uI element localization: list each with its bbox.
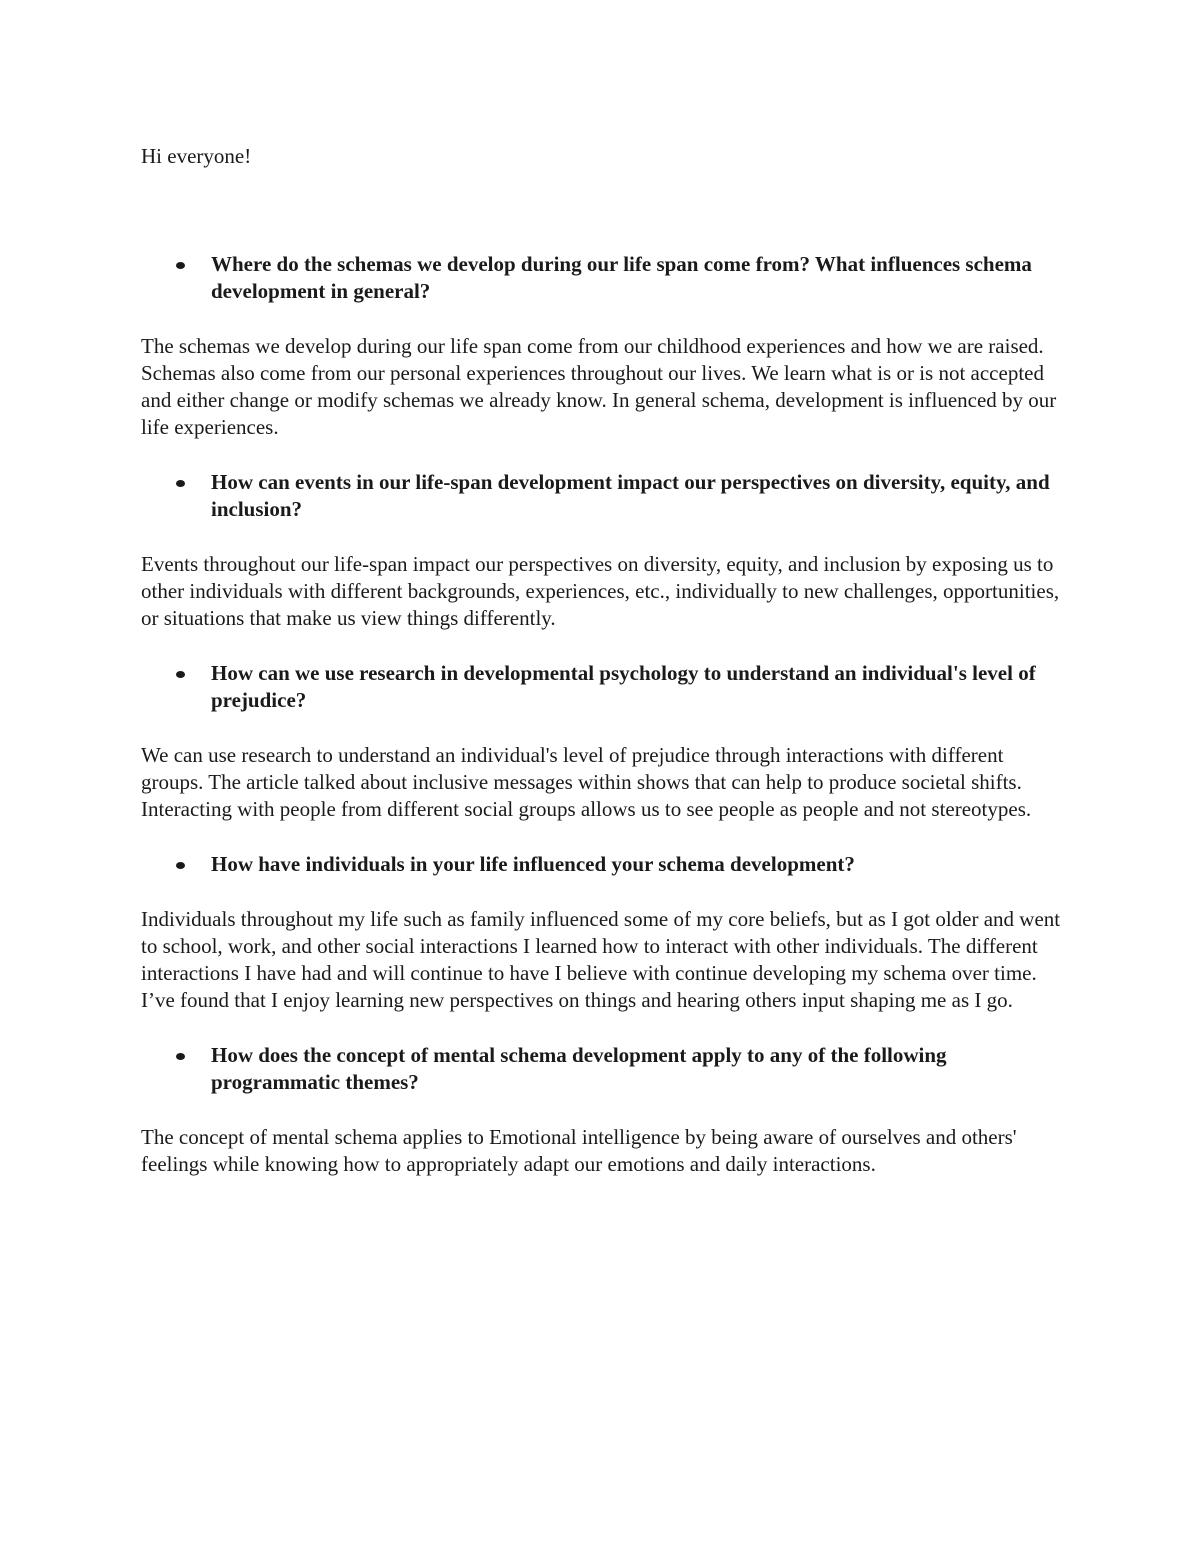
question-heading bbox=[141, 469, 1066, 523]
bullet-icon bbox=[176, 862, 185, 869]
qa-section-1 bbox=[141, 251, 1066, 441]
document-body bbox=[141, 143, 1066, 1178]
answer-paragraph: Individuals throughout my life such as family influenced some of my core beliefs, but as I got older and went to school, work, and other social interactions I learned how to interact with other individuals. The different interactions I have had and will continue to have I believe with continue developing my schema over time. I’ve found that I enjoy learning new perspectives on things and hearing others input shaping me as I go. bbox=[141, 907, 1061, 1012]
question-text: Where do the schemas we develop during our life span come from? What influences schema development in general? bbox=[211, 252, 1032, 303]
answer-paragraph: Events throughout our life-span impact our perspectives on diversity, equity, and inclusion by exposing us to other individuals with different backgrounds, experiences, etc., individually to new challenges, opportunities, or situations that make us view things differently. bbox=[141, 552, 1060, 630]
bullet-icon bbox=[176, 671, 185, 678]
bullet-icon bbox=[176, 262, 185, 269]
qa-section-4 bbox=[141, 851, 1066, 1014]
question-heading bbox=[141, 251, 1066, 305]
question-heading bbox=[141, 660, 1066, 714]
qa-section-5 bbox=[141, 1042, 1066, 1178]
greeting-text: Hi everyone! bbox=[141, 144, 252, 168]
question-heading bbox=[141, 851, 1066, 878]
bullet-icon bbox=[176, 480, 185, 487]
question-text: How does the concept of mental schema development apply to any of the following programmatic themes? bbox=[211, 1043, 947, 1094]
bullet-icon bbox=[176, 1053, 185, 1060]
question-text: How can we use research in developmental psychology to understand an individual's level of prejudice? bbox=[211, 661, 1036, 712]
answer-paragraph: We can use research to understand an individual's level of prejudice through interactions with different groups. The article talked about inclusive messages within shows that can help to produce societal shifts. Interacting with people from different social groups allows us to see people as people and not stereotypes. bbox=[141, 743, 1032, 821]
qa-section-2 bbox=[141, 469, 1066, 632]
answer-paragraph: The schemas we develop during our life span come from our childhood experiences and how we are raised. Schemas also come from our personal experiences throughout our lives. We learn what is or is not accepted and either change or modify schemas we already know. In general schema, development is influenced by our life experiences. bbox=[141, 334, 1057, 439]
qa-section-3 bbox=[141, 660, 1066, 823]
question-text: How have individuals in your life influenced your schema development? bbox=[211, 852, 855, 876]
question-text: How can events in our life-span development impact our perspectives on diversity, equity, and inclusion? bbox=[211, 470, 1050, 521]
question-heading bbox=[141, 1042, 1066, 1096]
answer-paragraph: The concept of mental schema applies to Emotional intelligence by being aware of ourselves and others' feelings while knowing how to appropriately adapt our emotions and daily interactions. bbox=[141, 1125, 1017, 1176]
